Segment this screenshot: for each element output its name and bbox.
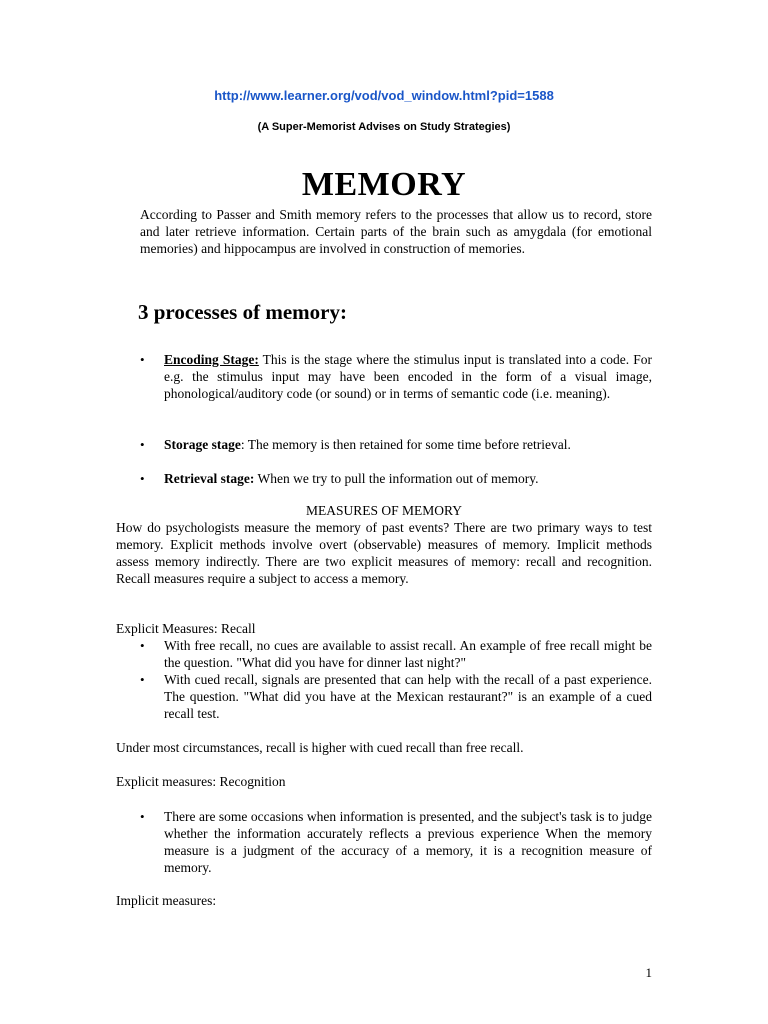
measures-paragraph: How do psychologists measure the memory of past events? There are two primary ways to test memory. Explicit methods involve overt (observable) measures of memory. Implicit methods assess memory indirectly. There are two explicit measures of memory: recall and recognition. Recall measures require a subject to access a memory. <box>116 520 652 586</box>
document-subtitle: (A Super-Memorist Advises on Study Strategies) <box>257 121 511 133</box>
recognition-list <box>140 808 652 876</box>
processes-list-2 <box>140 436 652 453</box>
item-text: When we try to pull the information out of memory. <box>254 471 539 486</box>
bullet-icon: • <box>140 471 145 486</box>
implicit-heading: Implicit measures: <box>116 893 217 908</box>
item-lead: Retrieval stage: <box>164 471 255 486</box>
processes-heading: 3 processes of memory: <box>138 300 347 324</box>
processes-list-3 <box>140 470 652 487</box>
bullet-icon: • <box>140 437 145 452</box>
list-item <box>140 808 652 876</box>
item-text: : The memory is then retained for some time before retrieval. <box>240 437 571 452</box>
page-number: 1 <box>645 965 652 980</box>
recall-note: Under most circumstances, recall is higher with cued recall than free recall. <box>116 740 524 755</box>
list-item <box>140 436 652 453</box>
item-text: There are some occasions when information is presented, and the subject's task is to judge whether the information accurately reflects a previous experience When the memory measure is a judgment of the accuracy of a memory, it is a recognition measure of memory. <box>164 809 652 875</box>
bullet-icon: • <box>140 352 145 367</box>
recognition-heading: Explicit measures: Recognition <box>116 774 286 789</box>
bullet-icon: • <box>140 809 145 824</box>
processes-list <box>140 351 652 402</box>
measures-heading: MEASURES OF MEMORY <box>305 503 463 518</box>
document-title: MEMORY <box>301 166 467 203</box>
intro-paragraph: According to Passer and Smith memory refers to the processes that allow us to record, store and later retrieve information. Certain parts of the brain such as amygdala (for emotional memories) and hippocampus are involved in construction of memories. <box>140 207 652 256</box>
item-lead: Encoding Stage: <box>164 352 259 367</box>
bullet-icon: • <box>140 672 145 687</box>
bullet-icon: • <box>140 638 145 653</box>
recall-list <box>140 637 652 722</box>
list-item <box>140 671 652 722</box>
item-text: This is the stage where the stimulus input is translated into a code. For e.g. the stimulus input may have been encoded in the form of a visual image, phonological/auditory code (or sound) or in terms of semantic code (i.e. meaning). <box>164 352 652 401</box>
recall-heading: Explicit Measures: Recall <box>116 621 256 636</box>
list-item <box>140 351 652 402</box>
item-text: With free recall, no cues are available to assist recall. An example of free recall might be the question. "What did you have for dinner last night?" <box>164 638 652 670</box>
list-item <box>140 637 652 671</box>
source-link[interactable]: http://www.learner.org/vod/vod_window.html?pid=1588 <box>214 88 554 103</box>
item-text: With cued recall, signals are presented that can help with the recall of a past experience. The question. "What did you have at the Mexican restaurant?" is an example of a cued recall test. <box>164 672 652 721</box>
list-item <box>140 470 652 487</box>
item-lead: Storage stage <box>164 437 241 452</box>
